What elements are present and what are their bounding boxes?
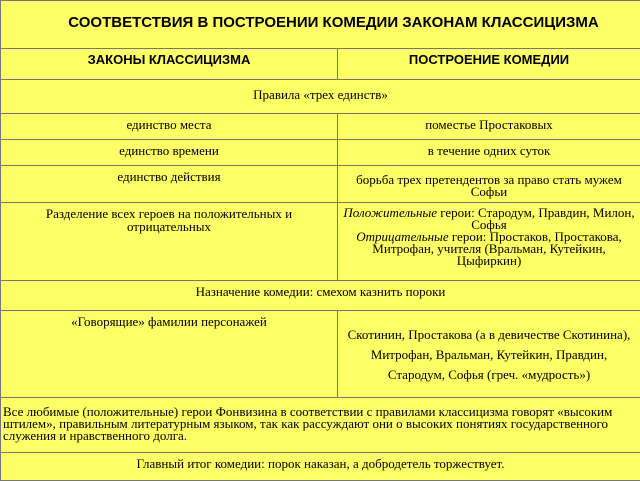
- style-note: Все любимые (положительные) герои Фонвизина в соответствии с правилами классицизма говорят «высоким штилем», правильным литературным языком, так как рассуждают они о высоких понятиях государственного служения и нравственного долга.: [1, 398, 640, 453]
- unity-action-law: единство действия: [1, 166, 338, 203]
- unity-action-comedy: борьба трех претендентов за право стать мужем Софьи: [338, 166, 640, 203]
- unity-place-law: единство места: [1, 114, 338, 140]
- positive-label: Положительные: [343, 205, 437, 220]
- unity-time-law: единство времени: [1, 140, 338, 166]
- heroes-law: Разделение всех героев на положительных и отрицательных: [1, 203, 338, 281]
- negative-text: герои: Простаков, Простакова, Митрофан, учителя (Вральман, Кутейкин, Цыфиркин): [372, 229, 621, 268]
- negative-label: Отрицательные: [356, 229, 448, 244]
- header-comedy: ПОСТРОЕНИЕ КОМЕДИИ: [338, 49, 640, 80]
- heroes-comedy: [338, 203, 640, 281]
- names-law: «Говорящие» фамилии персонажей: [1, 311, 338, 398]
- header-laws: ЗАКОНЫ КЛАССИЦИЗМА: [1, 49, 338, 80]
- section-three-unities: Правила «трех единств»: [1, 80, 640, 114]
- comedy-purpose: Назначение комедии: смехом казнить пороки: [1, 281, 640, 311]
- unity-time-comedy: в течение одних суток: [338, 140, 640, 166]
- page-title: СООТВЕТСТВИЯ В ПОСТРОЕНИИ КОМЕДИИ ЗАКОНАМ КЛАССИЦИЗМА: [1, 1, 640, 49]
- positive-text: герои: Стародум, Правдин, Милон, Софья: [437, 205, 635, 232]
- names-comedy: Скотинин, Простакова (а в девичестве Скотинина), Митрофан, Вральман, Кутейкин, Правдин, Стародум, Софья (греч. «мудрость»): [338, 311, 640, 398]
- comedy-conclusion: Главный итог комедии: порок наказан, а добродетель торжествует.: [1, 453, 640, 481]
- unity-place-comedy: поместье Простаковых: [338, 114, 640, 140]
